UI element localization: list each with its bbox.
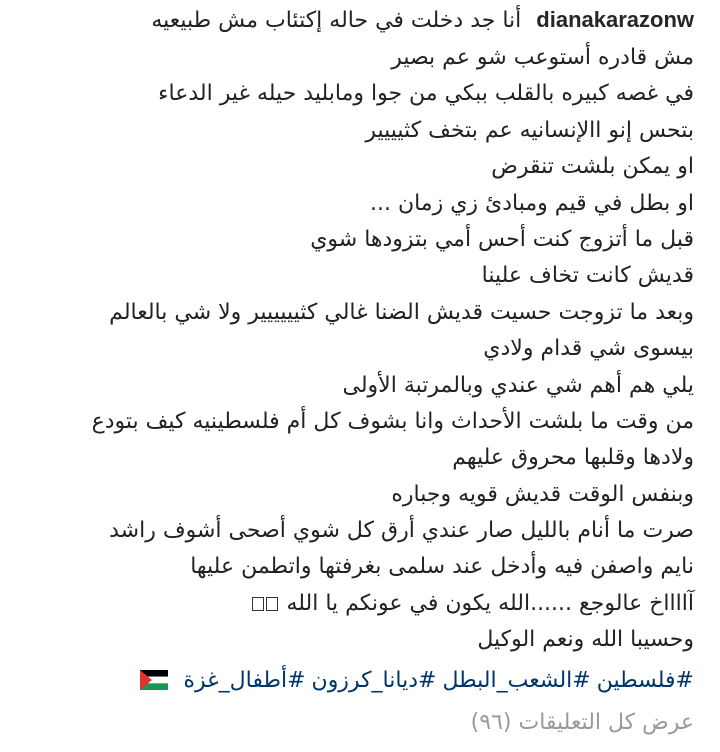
caption-line-4: بتحس إنو االإنسانيه عم بتخف كثيييير [365,117,694,143]
caption-line-7: قبل ما أتزوج كنت أحس أمي بتزودها شوي [310,226,694,252]
caption-line-1 [10,0,694,40]
caption-text: آااااخ عالوجع ......الله يكون في عونكم يا الله [286,590,694,616]
hashtag-link[interactable]: #الشعب_البطل [442,667,591,693]
caption-line-15: صرت ما أنام بالليل صار عندي أرق كل شوي أصحى أشوف راشد [109,518,694,544]
caption-line-6: او بطل في قيم ومبادئ زي زمان ... [369,190,694,216]
caption-text: أنا جد دخلت في حاله إكتئاب مش طبيعيه [151,8,522,33]
username-link[interactable]: dianakarazonw [536,7,694,32]
hashtag-link[interactable]: #أطفال_غزة [183,667,306,693]
caption-line-9: وبعد ما تزوجت حسيت قديش الضنا غالي كثيييييير ولا شي بالعالم [109,299,694,325]
caption-line-3: في غصه كبيره بالقلب ببكي من جوا ومابليد حيله غير الدعاء [158,81,694,107]
caption-line-2: مش قادره أستوعب شو عم بصير [391,45,694,70]
caption-line-5: او يمكن بلشت تنقرض [491,154,694,180]
post-caption [10,0,694,741]
caption-line-8: قديش كانت تخاف علينا [481,263,694,289]
caption-line-11: يلي هم أهم شي عندي وبالمرتبة الأولى [342,372,694,398]
caption-line-12: من وقت ما بلشت الأحداث وانا بشوف كل أم فلسطينيه كيف بتودع [91,408,694,434]
caption-line-10: بيسوى شي قدام ولادي [483,336,694,362]
caption-line-14: وبنفس الوقت قديش قويه وجباره [391,481,694,507]
caption-line-17 [10,586,694,622]
hashtag-link[interactable]: #فلسطين [596,667,694,693]
caption-line-18: وحسيبا الله ونعم الوكيل [477,627,694,653]
view-all-comments-link[interactable]: عرض كل التعليقات (٩٦) [470,709,694,735]
caption-line-16: نايم واصفن فيه وأدخل عند سلمى بغرفتها واتطمن عليها [190,554,694,580]
caption-line-13: ولادها وقلبها محروق عليهم [452,445,694,471]
hashtag-link[interactable]: #ديانا_كرزون [311,667,437,693]
hashtag-row [10,661,694,701]
missing-glyph-emoji-icon [251,591,279,616]
palestine-flag-icon [140,664,168,684]
